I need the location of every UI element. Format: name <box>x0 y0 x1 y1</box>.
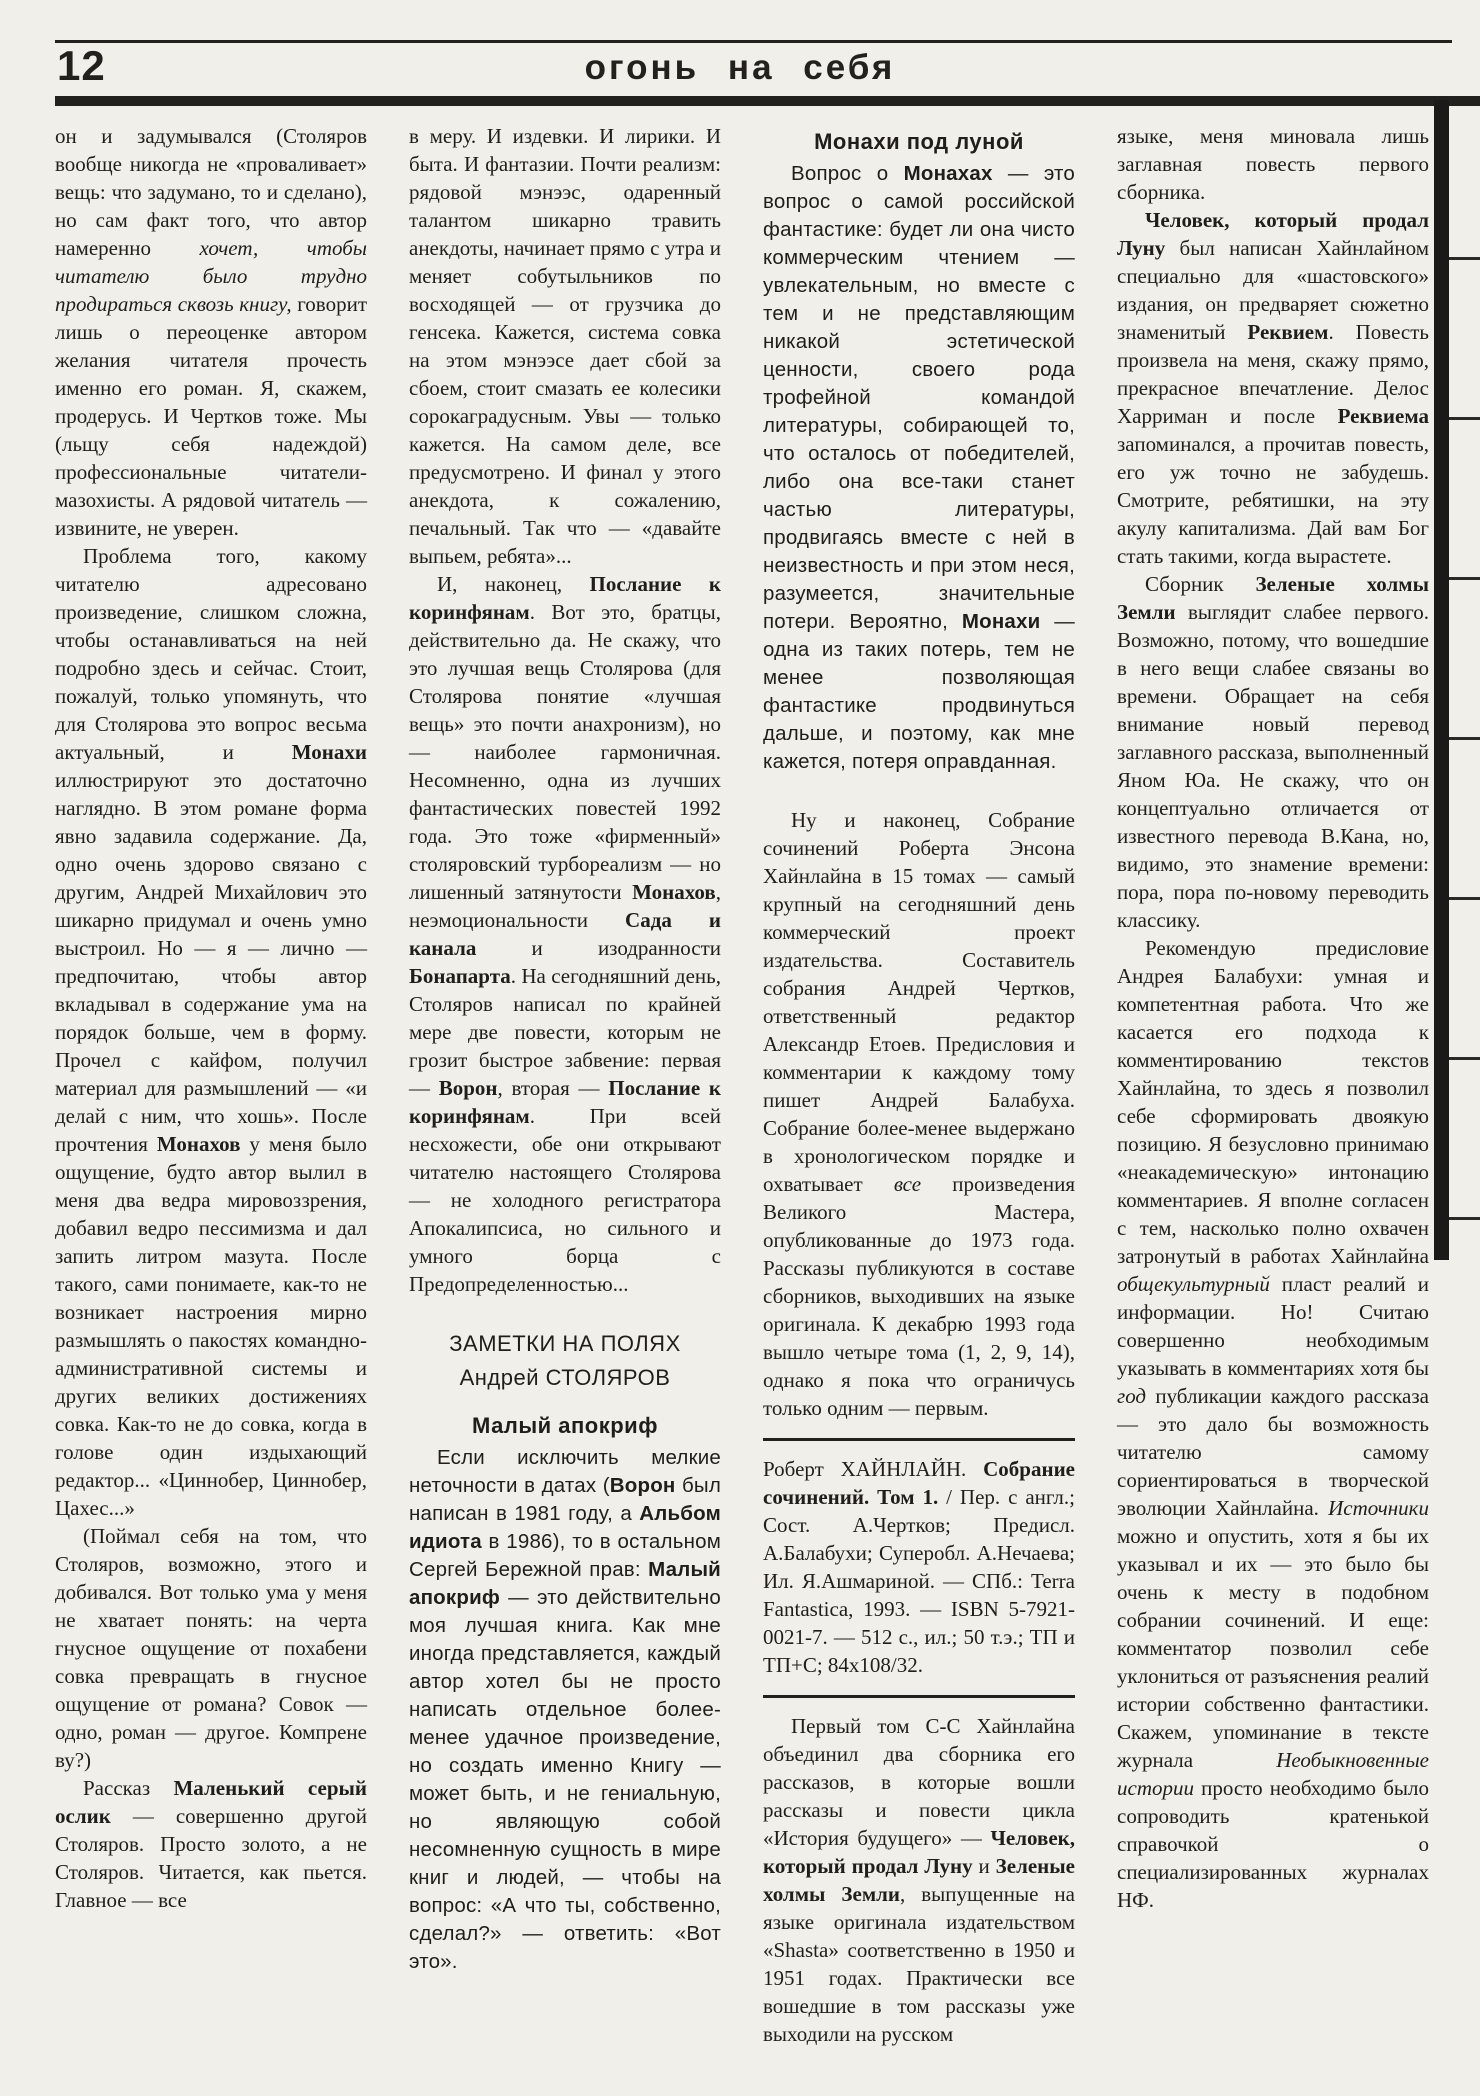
section-heading: Андрей СТОЛЯРОВ <box>459 1365 671 1390</box>
scan-edge-cells-artifact <box>1449 100 1480 1260</box>
paragraph: (Поймал себя на том, что Столяров, возможно, этого и добивался. Вот только ума у меня не хватает понять: на черта гнусное ощущение от похабени совка превращать в гнусное ощущение от романа? Совок — одно, роман — другое. Компрене ву?) <box>55 1524 367 1772</box>
text-column <box>1117 122 1429 1914</box>
header-top-rule <box>55 40 1452 43</box>
text-column <box>55 122 367 1914</box>
page-title: огонь на себя <box>584 48 896 87</box>
section-heading: ЗАМЕТКИ НА ПОЛЯХ <box>449 1331 681 1356</box>
page-number: 12 <box>57 42 106 89</box>
spacer <box>409 1298 721 1324</box>
header-bottom-rule <box>55 96 1480 106</box>
paragraph: в меру. И издевки. И лирики. И быта. И фантазии. Почти реализм: рядовой мэнээс, одаренный талантом шикарно травить анекдоты, начинает прямо с утра и меняет собутыльников по восходящей — от грузчика до генсека. Кажется, система совка на этом мэнээсе дает сбой за сбоем, стоит смазать ее колесики сорокаградусным. Увы — только кажется. На самом деле, все предусмотрено. И финал у этого анекдота, к сожалению, печальный. Так что — «давайте выпьем, ребята»... <box>409 124 721 568</box>
paragraph: И, наконец, Послание к коринфянам. Вот это, братцы, действительно да. Не скажу, что это лучшая вещь Столярова (для Столярова понятие «лучшая вещь» это почти анахронизм), но — наиболее гармоничная. Несомненно, одна из лучших фантастических повестей 1992 года. Это тоже «фирменный» столяровский турбореализм — но лишенный затянутости Монахов, неэмоциональности Сада и канала и изодранности Бонапарта. На сегодняшний день, Столяров написал по крайней мере две повести, которым не грозит быстрое забвение: первая — Ворон, вторая — Послание к коринфянам. При всей несхожести, обе они открывают читателю настоящего Столярова — не холодного регистратора Апокалипсиса, но сильного и умного борца с Предопределенностью... <box>409 572 722 1296</box>
paragraph: Рассказ Маленький серый ослик — совершенно другой Столяров. Просто золото, а не Столяров. Читается, как пьется. Главное — все <box>55 1776 367 1912</box>
paragraph: Первый том С-С Хайнлайна объединил два сборника его рассказов, в которые вошли рассказы и повести цикла «История будущего» — Человек, который продал Луну и Зеленые холмы Земли, выпущенные на языке оригинала издательством «Shasta» соответственно в 1950 и 1951 годах. Практически все вошедшие в том рассказы уже выходили на русском <box>763 1714 1075 2046</box>
spacer <box>763 776 1075 806</box>
section-heading: Малый апокриф <box>472 1413 658 1438</box>
paragraph: Человек, который продал Луну был написан Хайнлайном специально для «шастовского» издания, он предваряет сюжетно знаменитый Реквием. Повесть произвела на меня, скажу прямо, прекрасное впечатление. Делос Харриман и после Реквиема запоминался, а прочитав повесть, его уж точно не забудешь. Смотрите, ребятишки, на эту акулу капитализма. Дай вам Бог стать такими, когда вырастете. <box>1117 208 1429 568</box>
text-column <box>763 122 1075 2048</box>
paragraph: Роберт ХАЙНЛАЙН. Собрание сочинений. Том 1. / Пер. с англ.; Сост. А.Чертков; Предисл. А.Балабухи; Суперобл. А.Нечаева; Ил. Я.Ашмариной. — СПб.: Terra Fantastica, 1993. — ISBN 5-7921-0021-7. — 512 с., ил.; 50 т.э.; ТП и ТП+С; 84x108/32. <box>763 1457 1075 1677</box>
paragraph: Если исключить мелкие неточности в датах (Ворон был написан в 1981 году, а Альбом идиота в 1986), то в остальном Сергей Бережной прав: Малый апокриф — это действительно моя лучшая книга. Как мне иногда представляется, каждый автор хотел бы не просто написать отдельное более-менее удачное произведение, но создать именно Книгу — может быть, и не гениальную, но являющую собой несомненную сущность в мире книг и людей, — чтобы на вопрос: «А что ты, собственно, сделал?» — ответить: «Вот это». <box>409 1446 721 1973</box>
spacer <box>409 1396 721 1406</box>
section-heading: Монахи под луной <box>814 129 1024 154</box>
paragraph: Вопрос о Монахах — это вопрос о самой российской фантастике: будет ли она чисто коммерческим чтением — увлекательным, но вместе с тем и не представляющим никакой эстетической ценности, своего рода трофейной командой литературы, собирающей то, что осталось от победителей, либо она все-таки станет частью литературы, продвигаясь вместе с ней в неизвестность и при этом неся, разумеется, значительные потери. Вероятно, Монахи — одна из таких потерь, тем не менее позволяющая фантастике продвинуться дальше, и поэтому, как мне кажется, потеря оправданная. <box>763 162 1075 773</box>
text-column <box>409 122 721 1976</box>
paragraph: языке, меня миновала лишь заглавная повесть первого сборника. <box>1117 124 1429 204</box>
paragraph: он и задумывался (Столяров вообще никогда не «проваливает» вещь: что задумано, то и сделано), но сам факт того, что автор намеренно хочет, чтобы читателю было трудно продираться сквозь книгу, говорит лишь о переоценке автором желания читателя прочесть именно его роман. Я, скажем, продерусь. И Чертков тоже. Мы (льщу себя надеждой) профессиональные читатели-мазохисты. А рядовой читатель — извините, не уверен. <box>55 124 367 540</box>
paragraph: Сборник Зеленые холмы Земли выглядит слабее первого. Возможно, потому, что вошедшие в него вещи слабее связаны во времени. Обращает на себя внимание новый перевод заглавного рассказа, выполненный Яном Юа. Не скажу, что он концептуально отличается от известного перевода В.Кана, но, видимо, это знамение времени: пора, пора по-новому переводить классику. <box>1117 572 1429 932</box>
paragraph: Рекомендую предисловие Андрея Балабухи: умная и компетентная работа. Что же касается его подхода к комментированию текстов Хайнлайна, то здесь я позволил себе сформировать двоякую позицию. Я безусловно принимаю «неакадемическую» интонацию комментариев. Я вполне согласен с тем, насколько полно охвачен затронутый в работах Хайнлайна общекультурный пласт реалий и информации. Но! Считаю совершенно необходимым указывать в комментариях хотя бы год публикации каждого рассказа — это дало бы возможность читателю самому сориентироваться в творческой эволюции Хайнлайна. Источники можно и опустить, хотя я бы их указывал и их — это было бы очень к месту в подобном собрании сочинений. И еще: комментатор позволил себе уклониться от разъяснения реалий истории собственно фантастики. Скажем, упоминание в тексте журнала Необыкновенные истории просто необходимо было сопроводить кратенькой справочкой о специализированных журналах НФ. <box>1117 936 1429 1912</box>
scan-edge-bar-artifact <box>1434 100 1449 1260</box>
column-divider-rule <box>763 1695 1075 1698</box>
column-divider-rule <box>763 1438 1075 1441</box>
paragraph: Проблема того, какому читателю адресовано произведение, слишком сложна, чтобы останавливаться на ней подробно здесь и сейчас. Стоит, пожалуй, только упомянуть, что для Столярова это вопрос весьма актуальный, и Монахи иллюстрируют это достаточно наглядно. В этом романе форма явно задавила содержание. Да, одно очень здорово связано с другим, Андрей Михайлович это шикарно придумал и очень умно выстроил. Но — я — лично — предпочитаю, чтобы автор вкладывал в содержание ума на порядок больше, чем в форму. Прочел с кайфом, получил материал для размышлений — «и делай с ним, что хошь». После прочтения Монахов у меня было ощущение, будто автор вылил в меня два ведра мировоззрения, добавил ведро пессимизма и дал запить литром мазута. После такого, сами понимаете, как-то не возникает настроения мирно размышлять о пакостях командно-административной системы и других великих достижениях совка. Как-то не до совка, когда в голове один издыхающий редактор... «Циннобер, Циннобер, Цахес...» <box>55 544 368 1520</box>
paragraph: Ну и наконец, Собрание сочинений Роберта Энсона Хайнлайна в 15 томах — самый крупный на сегодняшний день коммерческий проект издательства. Составитель собрания Андрей Чертков, ответственный редактор Александр Етоев. Предисловия и комментарии к каждому тому пишет Андрей Балабуха. Собрание более-менее выдержано в хронологическом порядке и охватывает все произведения Великого Мастера, опубликованные до 1973 года. Рассказы публикуются в составе сборников, выходивших на языке оригинала. К декабрю 1993 года вышло четыре тома (1, 2, 9, 14), однако я пока что ограничусь только одним — первым. <box>763 808 1076 1420</box>
